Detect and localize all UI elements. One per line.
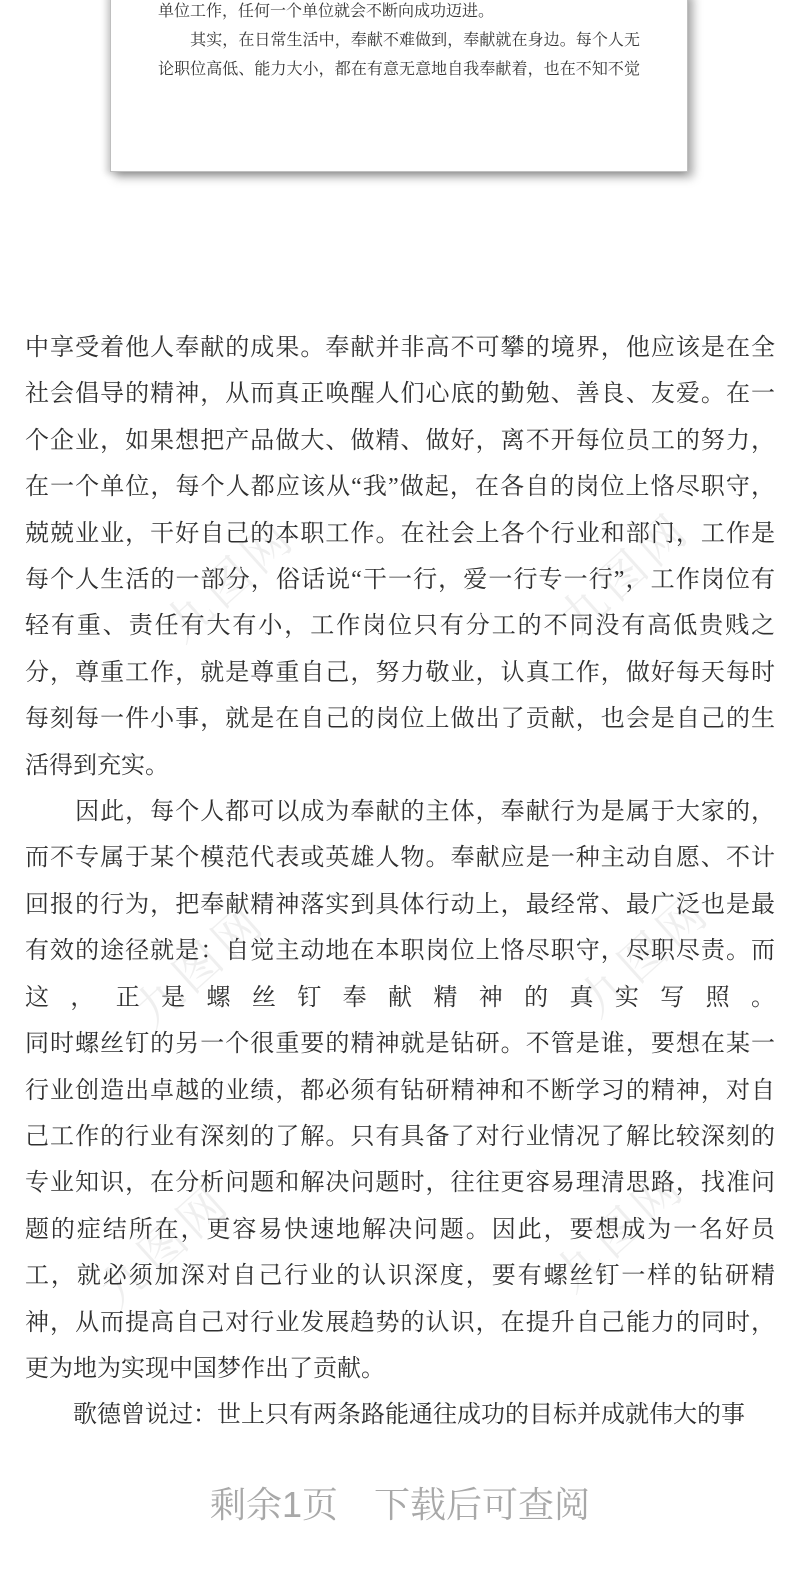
body-text-line: 中享受着他人奉献的成果。奉献并非高不可攀的境界，他应该是在全	[25, 335, 775, 361]
page1-text-line: 其实，在日常生活中，奉献不难做到，奉献就在身边。每个人无	[158, 32, 640, 49]
body-text-line: 回报的行为，把奉献精神落实到具体行动上，最经常、最广泛也是最	[25, 891, 775, 918]
body-text-line: 每刻每一件小事，就是在自己的岗位上做出了贡献，也会是自己的生	[25, 706, 775, 733]
body-text-line: 同时螺丝钉的另一个很重要的精神就是钻研。不管是谁，要想在某一	[25, 1031, 775, 1058]
site-watermark: 九图网	[569, 883, 721, 1027]
body-text-line: 活得到充实。	[25, 752, 169, 779]
body-text-line: 歌德曾说过：世上只有两条路能通往成功的目标并成就伟大的事	[25, 1402, 745, 1429]
body-text-line: 己工作的行业有深刻的了解。只有具备了对行业情况了解比较深刻的	[25, 1123, 775, 1150]
page2-text-block	[25, 325, 775, 1439]
body-text-line: 神，从而提高自己对行业发展趋势的认识，在提升自己能力的同时，	[25, 1309, 775, 1336]
remaining-pages-notice	[0, 1483, 800, 1527]
page1-preview-card	[110, 0, 688, 172]
site-watermark: 九图网	[124, 893, 276, 1037]
body-text-line: 这，正是螺丝钉奉献精神的真实写照。	[25, 984, 775, 1011]
download-to-view-hint: 下载后可查阅	[374, 1484, 591, 1525]
page1-text-line: 论职位高低、能力大小，都在有意无意地自我奉献着，也在不知不觉	[158, 61, 640, 78]
body-text-line: 题的症结所在，更容易快速地解决问题。因此，要想成为一名好员	[25, 1216, 775, 1243]
body-text-line: 有效的途径就是：自觉主动地在本职岗位上恪尽职守，尽职尽责。而	[25, 938, 775, 965]
body-text-line: 更为地为实现中国梦作出了贡献。	[25, 1355, 385, 1382]
site-watermark: 九图网	[154, 508, 306, 652]
body-text-line: 社会倡导的精神，从而真正唤醒人们心底的勤勉、善良、友爱。在一	[25, 381, 775, 408]
body-text-line: 而不专属于某个模范代表或英雄人物。奉献应是一种主动自愿、不计	[25, 845, 775, 872]
body-text-line: 因此，每个人都可以成为奉献的主体，奉献行为是属于大家的，	[25, 799, 775, 826]
body-text-line: 分，尊重工作，就是尊重自己，努力敬业，认真工作，做好每天每时	[25, 659, 775, 686]
remaining-pages-count: 剩余1页	[209, 1484, 338, 1525]
body-text-line: 行业创造出卓越的业绩，都必须有钻研精神和不断学习的精神，对自	[25, 1077, 775, 1104]
site-watermark: 九图网	[89, 1173, 241, 1317]
body-text-line: 兢兢业业，干好自己的本职工作。在社会上各个行业和部门，工作是	[25, 520, 775, 547]
body-text-line: 每个人生活的一部分，俗话说“干一行，爱一行专一行”，工作岗位有	[25, 567, 775, 594]
body-text-line: 个企业，如果想把产品做大、做精、做好，离不开每位员工的努力，	[25, 427, 775, 454]
body-text-line: 工，就必须加深对自己行业的认识深度，要有螺丝钉一样的钻研精	[25, 1263, 775, 1290]
body-text-line: 专业知识，在分析问题和解决问题时，往往更容易理清思路，找准问	[25, 1170, 775, 1197]
page1-text-line: 单位工作，任何一个单位就会不断向成功迈进。	[158, 3, 495, 20]
body-text-line: 轻有重、责任有大有小，工作岗位只有分工的不同没有高低贵贱之	[25, 613, 775, 640]
body-text-line: 在一个单位，每个人都应该从“我”做起，在各自的岗位上恪尽职守，	[25, 474, 775, 501]
site-watermark: 九图网	[544, 1158, 696, 1302]
site-watermark: 九图网	[549, 501, 701, 645]
page1-text-block	[111, 0, 687, 84]
